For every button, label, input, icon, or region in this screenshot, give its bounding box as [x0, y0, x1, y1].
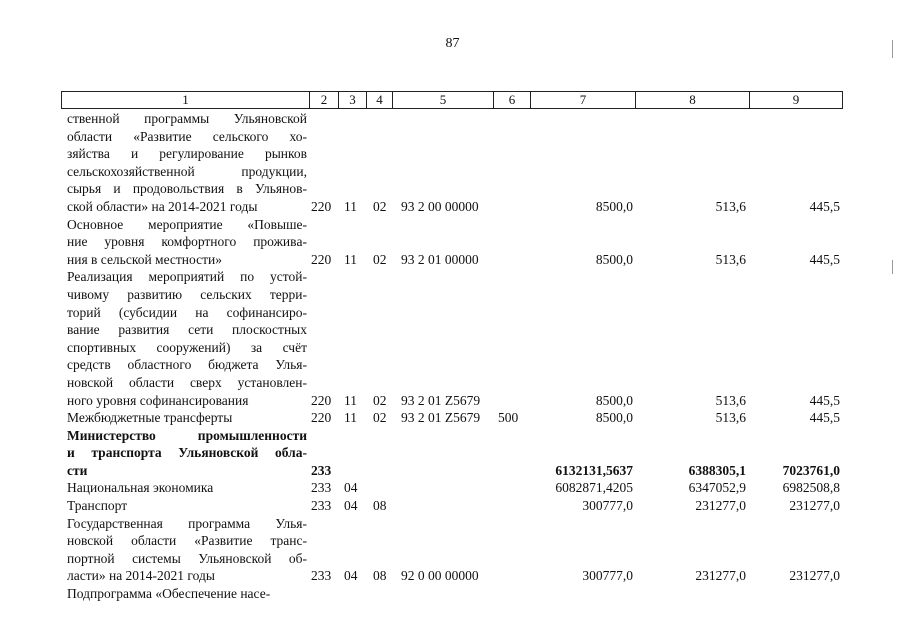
cell-c8: 6347052,9	[688, 480, 746, 496]
cell-c9: 6982508,8	[782, 480, 840, 496]
cell-c7: 8500,0	[595, 392, 633, 408]
description-line: Транспорт	[67, 498, 128, 514]
row-description	[61, 216, 307, 269]
header-col-3: 3	[339, 92, 367, 108]
description-line: сельскохозяйственной продукции,	[67, 163, 307, 179]
cell-c6: 500	[498, 410, 519, 426]
table-row	[61, 515, 843, 585]
description-line: вание развития сети плоскостных	[67, 322, 307, 338]
description-line: Национальная экономика	[67, 480, 214, 496]
cell-c9: 445,5	[809, 410, 840, 426]
header-col-6: 6	[494, 92, 531, 108]
cell-c2: 233	[311, 498, 332, 514]
cell-c2: 233	[311, 568, 332, 584]
table-body	[61, 110, 843, 603]
cell-c5: 93 2 01 Z5679	[401, 392, 481, 408]
description-line: сти	[67, 462, 88, 478]
description-line: Реализация мероприятий по устой-	[67, 269, 307, 285]
cell-c4: 08	[373, 498, 387, 514]
cell-c5: 93 2 00 00000	[401, 198, 479, 214]
cell-c3: 11	[344, 410, 357, 426]
cell-c5: 93 2 01 Z5679	[401, 410, 481, 426]
cell-c7: 8500,0	[595, 198, 633, 214]
cell-c8: 513,6	[715, 251, 746, 267]
cell-c2: 233	[311, 462, 332, 478]
cell-c8: 513,6	[715, 392, 746, 408]
description-line: ния в сельской местности»	[67, 251, 222, 267]
cell-c9: 231277,0	[789, 568, 840, 584]
cell-c9: 445,5	[809, 392, 840, 408]
table-header	[61, 91, 843, 109]
cell-c3: 11	[344, 251, 357, 267]
header-col-2: 2	[310, 92, 339, 108]
cell-c7: 6082871,4205	[555, 480, 633, 496]
cell-c9: 231277,0	[789, 498, 840, 514]
row-description	[61, 497, 307, 515]
cell-c8: 231277,0	[695, 498, 746, 514]
scan-mark	[892, 40, 893, 58]
cell-c3: 11	[344, 198, 357, 214]
cell-c7: 8500,0	[595, 251, 633, 267]
cell-c7: 300777,0	[582, 498, 633, 514]
header-col-9: 9	[792, 92, 800, 107]
description-line: Государственная программа Улья-	[67, 515, 307, 531]
table-row	[61, 268, 843, 409]
description-line: средств областного бюджета Улья-	[67, 357, 307, 373]
cell-c7: 6132131,5637	[555, 462, 633, 478]
cell-c4: 02	[373, 392, 387, 408]
cell-c4: 02	[373, 251, 387, 267]
cell-c3: 11	[344, 392, 357, 408]
cell-c2: 233	[311, 480, 332, 496]
cell-c5: 93 2 01 00000	[401, 251, 479, 267]
cell-c7: 8500,0	[595, 410, 633, 426]
description-line: портной системы Ульяновской об-	[67, 550, 307, 566]
cell-c8: 513,6	[715, 198, 746, 214]
description-line: чивому развитию сельских терри-	[67, 286, 307, 302]
table-row	[61, 427, 843, 480]
description-line: ственной программы Ульяновской	[67, 111, 307, 126]
description-line: сырья и продовольствия в Ульянов-	[67, 181, 307, 197]
header-col-8: 8	[636, 92, 750, 108]
cell-c3: 04	[344, 480, 358, 496]
cell-c2: 220	[311, 392, 332, 408]
row-description	[61, 409, 307, 427]
cell-c4: 08	[373, 568, 387, 584]
row-description	[61, 427, 307, 480]
cell-c9: 445,5	[809, 198, 840, 214]
row-description	[61, 515, 307, 585]
cell-c2: 220	[311, 198, 332, 214]
description-line: ласти» на 2014-2021 годы	[67, 568, 215, 584]
cell-c9: 445,5	[809, 251, 840, 267]
table-row	[61, 479, 843, 497]
header-col-7: 7	[531, 92, 636, 108]
cell-c9: 7023761,0	[782, 462, 840, 478]
description-line: Министерство промышленности	[67, 427, 307, 443]
description-line: Межбюджетные трансферты	[67, 410, 233, 426]
description-line: ного уровня софинансирования	[67, 392, 249, 408]
cell-c2: 220	[311, 251, 332, 267]
cell-c4: 02	[373, 410, 387, 426]
description-line: Основное мероприятие «Повыше-	[67, 216, 307, 232]
description-line: ние уровня комфортного проживa-	[67, 234, 307, 250]
table-row	[61, 585, 843, 603]
page-number: 87	[445, 36, 460, 51]
description-line: спортивных сооружений) за счёт	[67, 339, 307, 355]
description-line: новской области сверх установлен-	[67, 374, 307, 390]
table-row	[61, 216, 843, 269]
table-row	[61, 110, 843, 216]
header-col-1: 1	[62, 92, 310, 108]
description-line: зяйства и регулирование рынков	[67, 146, 307, 162]
scan-mark	[892, 260, 893, 274]
description-line: Подпрограмма «Обеспечение насе-	[67, 586, 271, 602]
table-row	[61, 497, 843, 515]
description-line: и транспорта Ульяновской обла-	[67, 445, 307, 461]
row-description	[61, 479, 307, 497]
cell-c5: 92 0 00 00000	[401, 568, 479, 584]
cell-c3: 04	[344, 568, 358, 584]
cell-c8: 231277,0	[695, 568, 746, 584]
cell-c3: 04	[344, 498, 358, 514]
row-description	[61, 110, 307, 216]
description-line: новской области «Развитие транс-	[67, 533, 307, 549]
header-col-5: 5	[393, 92, 494, 108]
description-line: торий (субсидии на софинансиро-	[67, 304, 307, 320]
cell-c7: 300777,0	[582, 568, 633, 584]
description-line: ской области» на 2014-2021 годы	[67, 198, 258, 214]
cell-c8: 6388305,1	[688, 462, 746, 478]
description-line: области «Развитие сельского хо-	[67, 128, 307, 144]
cell-c2: 220	[311, 410, 332, 426]
cell-c8: 513,6	[715, 410, 746, 426]
table-row	[61, 409, 843, 427]
row-description	[61, 585, 307, 603]
cell-c4: 02	[373, 198, 387, 214]
row-description	[61, 268, 307, 409]
header-col-4: 4	[367, 92, 393, 108]
